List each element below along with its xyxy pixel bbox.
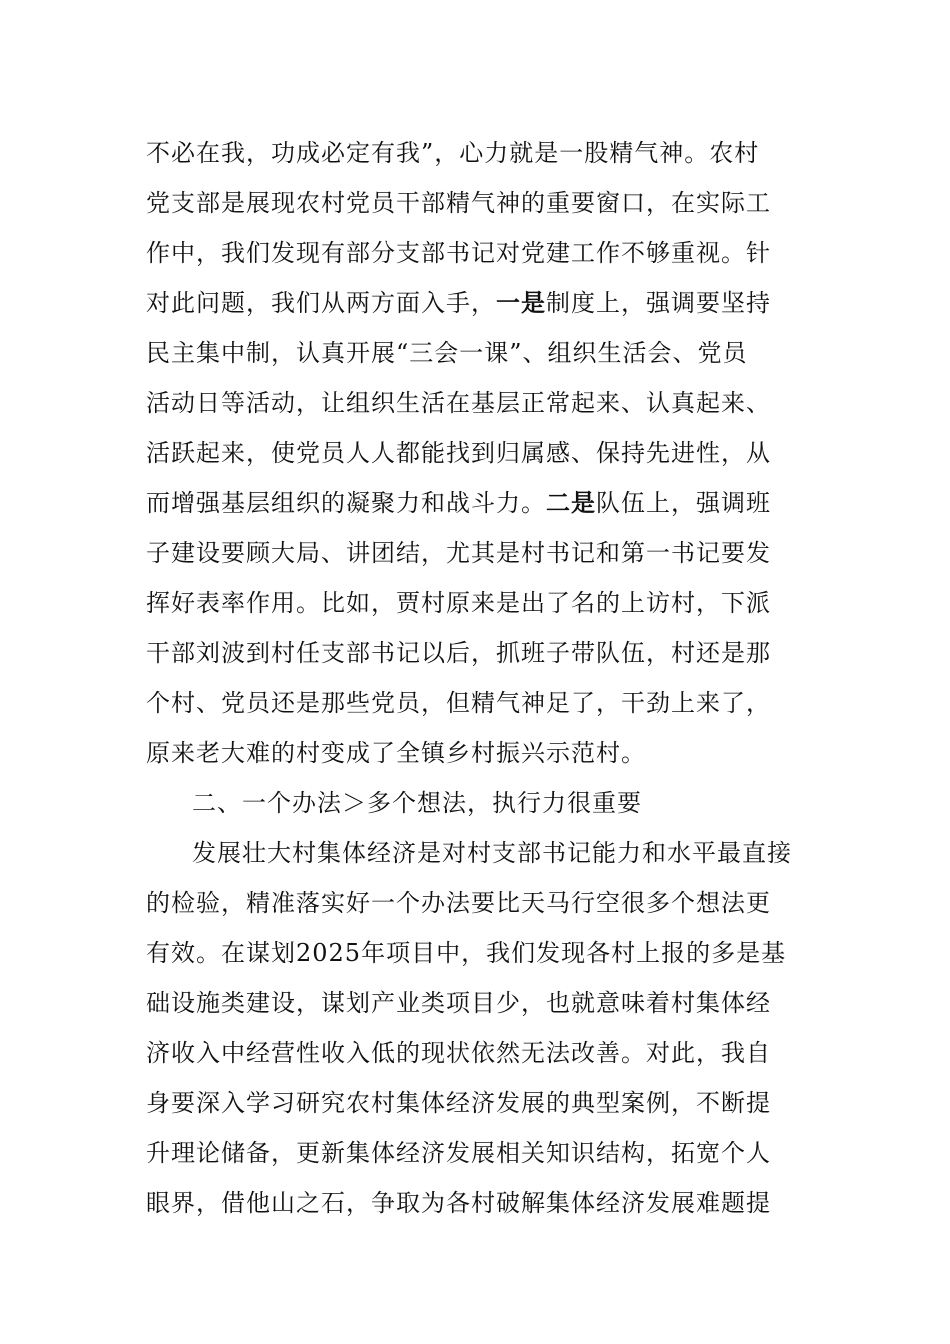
para1-line-11: 干部刘波到村任支部书记以后，抓班子带队伍，村还是那 <box>146 639 771 667</box>
para1-line-13: 原来老大难的村变成了全镇乡村振兴示范村。 <box>146 739 646 767</box>
para2-line-8: 眼界，借他山之石，争取为各村破解集体经济发展难题提 <box>146 1189 771 1217</box>
point-two-label: 二是 <box>546 488 596 517</box>
para1-line-4-pre: 对此问题，我们从两方面入手， <box>146 289 496 317</box>
para2-line-2: 的检验，精准落实好一个办法要比天马行空很多个想法更 <box>146 889 771 917</box>
para1-line-6: 活动日等活动，让组织生活在基层正常起来、认真起来、 <box>146 389 771 417</box>
para2-line-6: 身要深入学习研究农村集体经济发展的典型案例，不断提 <box>146 1089 771 1117</box>
para1-line-3: 作中，我们发现有部分支部书记对党建工作不够重视。针 <box>146 239 771 267</box>
para1-line-8 <box>146 478 806 528</box>
para1-line-12: 个村、党员还是那些党员，但精气神足了，干劲上来了， <box>146 689 771 717</box>
para2-line-1: 发展壮大村集体经济是对村支部书记能力和水平最直接 <box>192 839 792 867</box>
point-one-label: 一是 <box>496 288 546 317</box>
para1-line-5: 民主集中制，认真开展“三会一课”、组织生活会、党员 <box>146 339 748 367</box>
para2-line-3: 有效。在谋划2025年项目中，我们发现各村上报的多是基 <box>146 939 787 967</box>
document-body <box>146 128 806 1228</box>
para1-line-7: 活跃起来，使党员人人都能找到归属感、保持先进性，从 <box>146 439 771 467</box>
para1-line-9: 子建设要顾大局、讲团结，尤其是村书记和第一书记要发 <box>146 539 771 567</box>
para2-line-5: 济收入中经营性收入低的现状依然无法改善。对此，我自 <box>146 1039 771 1067</box>
para1-line-10: 挥好表率作用。比如，贾村原来是出了名的上访村，下派 <box>146 589 771 617</box>
para1-line-4-post: 制度上，强调要坚持 <box>546 289 771 317</box>
para1-line-8-post: 队伍上，强调班 <box>596 489 771 517</box>
para1-line-2: 党支部是展现农村党员干部精气神的重要窗口，在实际工 <box>146 189 771 217</box>
para1-line-4 <box>146 278 806 328</box>
para2-line-4: 础设施类建设，谋划产业类项目少，也就意味着村集体经 <box>146 989 771 1017</box>
section-heading-2: 二、一个办法＞多个想法，执行力很重要 <box>192 789 642 817</box>
para2-line-7: 升理论储备，更新集体经济发展相关知识结构，拓宽个人 <box>146 1139 771 1167</box>
para1-line-1: 不必在我，功成必定有我”，心力就是一股精气神。农村 <box>146 139 760 167</box>
para1-line-8-pre: 而增强基层组织的凝聚力和战斗力。 <box>146 489 546 517</box>
